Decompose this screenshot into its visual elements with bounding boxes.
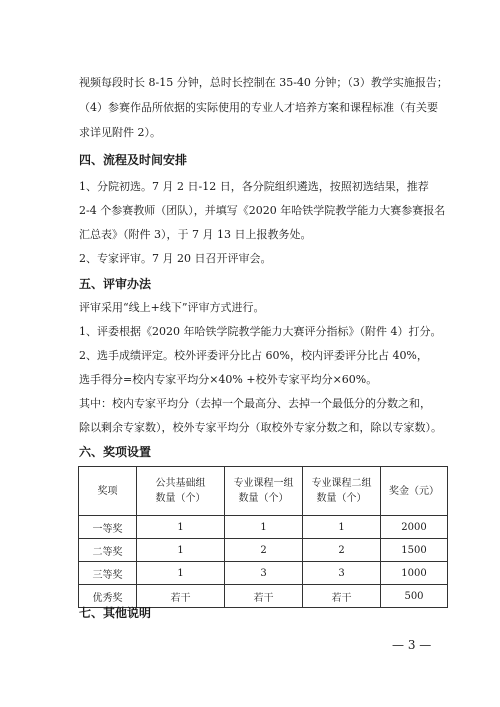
paragraph-line: 1、分院初选。7 月 2 日-12 日，各分院组织遴选，按照初选结果，推荐 bbox=[79, 180, 429, 193]
table-row bbox=[79, 539, 448, 562]
table-cell: 2 bbox=[303, 539, 381, 562]
table-cell: 1500 bbox=[381, 539, 448, 562]
table-cell: 3 bbox=[303, 562, 381, 585]
table-cell: 1 bbox=[303, 516, 381, 539]
table-cell: 1 bbox=[137, 562, 225, 585]
section-heading-process: 四、流程及时间安排 bbox=[79, 153, 188, 167]
table-cell: 若干 bbox=[225, 585, 303, 608]
section-heading-awards: 六、奖项设置 bbox=[79, 445, 152, 459]
paragraph-line: 视频每段时长 8-15 分钟，总时长控制在 35-40 分钟；（3）教学实施报告； bbox=[79, 76, 448, 89]
table-cell: 2 bbox=[225, 539, 303, 562]
header-prize-money: 奖金（元） bbox=[381, 467, 448, 516]
paragraph-line: 除以剩余专家数），校外专家平均分（取校外专家分数之和，除以专家数）。 bbox=[79, 421, 442, 434]
paragraph-line: 2、选手成绩评定。校外评委评分比占 60%，校内评委评分比占 40%， bbox=[79, 349, 428, 362]
section-heading-review: 五、评审办法 bbox=[79, 277, 152, 291]
paragraph-line: 选手得分=校内专家平均分×40% +校外专家平均分×60%。 bbox=[79, 373, 378, 386]
paragraph-line: 其中：校内专家平均分（去掉一个最高分、去掉一个最低分的分数之和， bbox=[79, 397, 431, 410]
table-cell: 500 bbox=[381, 585, 448, 608]
table-row bbox=[79, 562, 448, 585]
table-row bbox=[79, 585, 448, 608]
header-major-group-1: 专业课程一组 数量（个） bbox=[225, 467, 303, 516]
table-header-row bbox=[79, 467, 448, 516]
table-cell: 若干 bbox=[137, 585, 225, 608]
section-heading-other: 七、其他说明 bbox=[79, 606, 152, 620]
table-cell: 1 bbox=[137, 516, 225, 539]
header-major-group-2: 专业课程二组 数量（个） bbox=[303, 467, 381, 516]
header-public-basic: 公共基础组 数量（个） bbox=[137, 467, 225, 516]
table-cell: 1 bbox=[225, 516, 303, 539]
table-cell: 1000 bbox=[381, 562, 448, 585]
paragraph-line: （4）参赛作品所依据的实际使用的专业人才培养方案和课程标准（有关要 bbox=[79, 101, 438, 114]
page-number: — 3 — bbox=[392, 638, 432, 652]
table-cell: 若干 bbox=[303, 585, 381, 608]
header-award: 奖项 bbox=[79, 467, 137, 516]
table-cell: 优秀奖 bbox=[79, 585, 137, 608]
paragraph-line: 评审采用“线上+线下”评审方式进行。 bbox=[79, 301, 265, 314]
paragraph-line: 求详见附件 2）。 bbox=[79, 126, 161, 139]
paragraph-line: 2-4 个参赛教师（团队），并填写《2020 年哈铁学院教学能力大赛参赛报名 bbox=[79, 204, 446, 217]
table-cell: 一等奖 bbox=[79, 516, 137, 539]
paragraph-line: 汇总表》（附件 3），于 7 月 13 日上报教务处。 bbox=[79, 228, 312, 241]
table-cell: 三等奖 bbox=[79, 562, 137, 585]
table-row bbox=[79, 516, 448, 539]
paragraph-line: 1、评委根据《2020 年哈铁学院教学能力大赛评分指标》（附件 4）打分。 bbox=[79, 325, 442, 338]
awards-table bbox=[78, 466, 448, 608]
paragraph-line: 2、专家评审。7 月 20 日召开评审会。 bbox=[79, 252, 272, 265]
table-cell: 2000 bbox=[381, 516, 448, 539]
table-cell: 3 bbox=[225, 562, 303, 585]
table-cell: 二等奖 bbox=[79, 539, 137, 562]
table-cell: 1 bbox=[137, 539, 225, 562]
